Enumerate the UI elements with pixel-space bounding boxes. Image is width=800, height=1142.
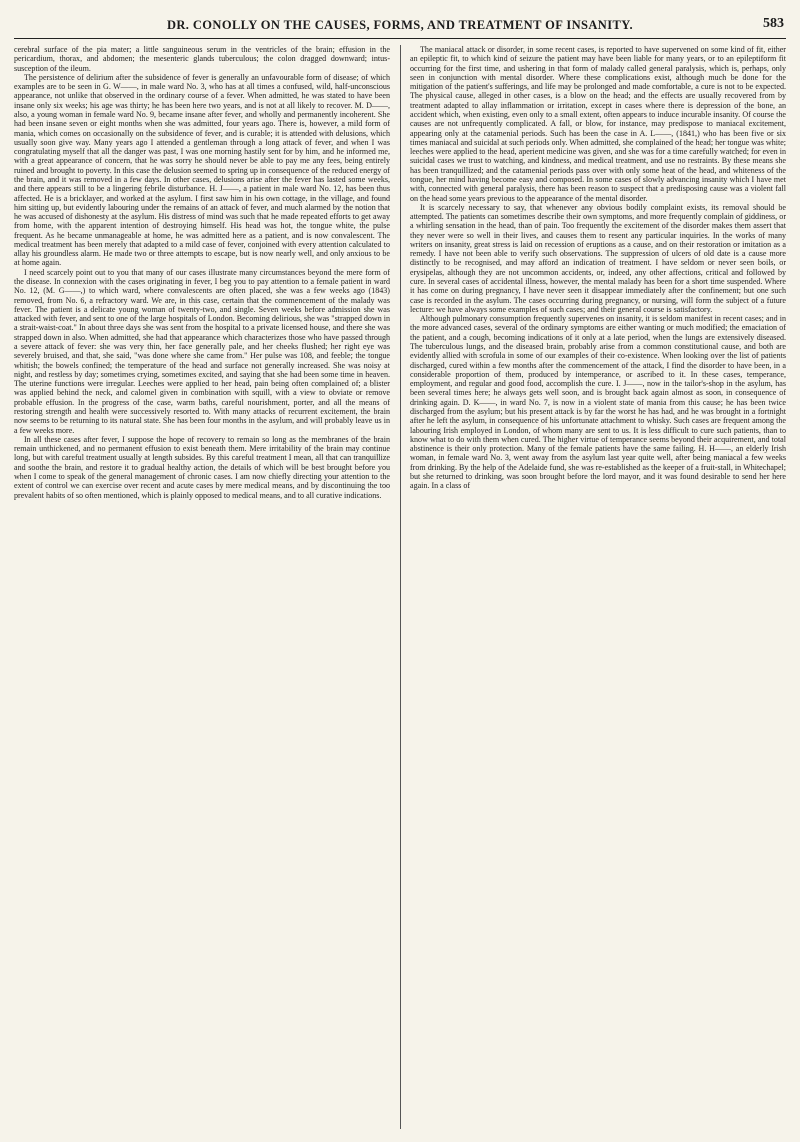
page-number: 583 [763,16,784,31]
paragraph: I need scarcely point out to you that many of our cases illustrate many circumstances beyond the mere form of the disease. In connexion with the cases originating in fever, I beg you to pay attention to a female patient in ward No. 12, (M. G——,) to which ward, where convalescents are often placed, she was a few weeks ago (1843) removed, from No. 6, a refractory ward. We are, in this case, certain that the commencement of the malady was fever. The patient is a delicate young woman of twenty-two, and single. Seven weeks before admission she was attacked with fever, and sent to one of the large hospitals of London. Becoming delirious, she was "strapped down in a strait-waist-coat." In about three days she was sent from the hospital to a private licensed house, and there she was strapped down in also. When admitted, she had that appearance which characterizes those who have passed through a severe attack of fever: she was very thin, her face generally pale, and her cheeks flushed; her right eye was severely bruised, and that, she said, "was done where she came from." Her pulse was 108, and feeble; the tongue whitish; the bowels confined; the temperature of the head and surface not generally increased. She was noisy at night, and restless by day; sometimes crying, sometimes excited, and saying that she had been some time in heaven. The uterine functions were irregular. Leeches were applied to her head, pain being often complained of; a blister was applied behind the neck, and calomel given in combination with squill, with a view to obviate or remove probable effusion. In the progress of the case, warm baths, careful nourishment, porter, and all the means of restoring strength and health were successively resorted to. With many attacks of recurrent excitement, the brain now seems to be returning to its natural state. She has been four months in the asylum, and will probably leave us in a few weeks more. [14,267,390,435]
paragraph: In all these cases after fever, I suppose the hope of recovery to remain so long as the membranes of the brain remain unthickened, and no permanent effusion to exist beneath them. Mere irritability of the brain may continue long, but with careful treatment usually at length subsides. By this careful treatment I mean, all that can tranquillize and soothe the brain, and restore it to gradual healthy action, the details of which will be best brought before you when I come to speak of the general management of chronic cases. I am now chiefly directing your attention to the extent of control we can exercise over recent and acute cases by mere medical means, and by discontinuing the too prevalent habits of so often mentioned, which is plainly opposed to medical means, and to all curative indications. [14,434,390,500]
left-column [14,45,390,1129]
paragraph: The persistence of delirium after the subsidence of fever is generally an unfavourable form of disease; of which examples are to be seen in G. W——, in male ward No. 3, who has at all times a confused, wild, half-unconscious appearance, not unlike that observed in the ordinary course of a fever. When admitted, he was stated to have been insane only six weeks; his age was thirty; he has been here two years, and is not at all likely to recover. M. D——, also, a young woman in female ward No. 9, became insane after fever, and wholly and permanently incoherent. She had been insane seven or eight months when she was admitted, four years ago. There is, however, a mild form of mania, which comes on occasionally on the subsidence of fever, and is curable; it is attended with delusions, which usually soon give way. Many years ago I attended a gentleman through a long attack of fever, and when I was congratulating myself that all the danger was past, I was one morning hastily sent for by him, and he informed me, with a great appearance of concern, that he was sorry he should never be able to pay me any fees, being entirely ruined and brought to poverty. In this case the delusion seemed to spring up in consequence of the reduced energy of the brain, and it was removed in a few days. In other cases, delusions arise after the fever has lasted some weeks, and there appears still to be a lingering febrile disturbance. H. J——, a patient in male ward No. 12, has been thus affected. He is a bricklayer, and worked at the asylum. I first saw him in his own cottage, in the village, and found him sitting up, but evidently labouring under the remains of an attack of fever, and much alarmed by the notion that he was accused of dishonesty at the asylum. His distress of mind was such that he made repeated efforts to get away from home, with the apparent intention of destroying himself. His head was hot, the tongue white, the pulse frequent. As he became unmanageable at home, he was admitted here as a patient, and is now convalescent. The medical treatment has been merely that adapted to a mild case of fever, conjoined with every attention calculated to allay his groundless alarm. He made two or three attempts to escape, but is now nearly well, and only anxious to be at home again. [14,72,390,268]
paragraph: It is scarcely necessary to say, that whenever any obvious bodily complaint exists, its removal should be attempted. The patients can sometimes describe their own symptoms, and more frequently complain of giddiness, or a whirling sensation in the head, than of pain. Too frequently the excitement of the disorder makes them assert that they never were so well in their lives, and causes them to resent any particular inquiries. In the works of many writers on insanity, great stress is laid on recession of eruptions as a cause, and on their restoration or imitation as a remedy. I have not been able to verify such observations. The suppression of ulcers of old date is a cause more distinctly to be recognised, and may afford an indication of treatment. I have seldom or never seen boils, or erysipelas, although they are not uncommon accidents, or, indeed, any other affections, critical and followed by cure. In several cases of accidental illness, however, the mental malady has been for a short time suspended. Where it has come on during pregnancy, I have never seen it disappear immediately after the confinement; but one such case is recorded in the asylum. The cases occurring during pregnancy, or nursing, will form the subject of a future lecture: we have always some examples of such cases; and their general course is satisfactory. [410,202,786,314]
right-column [410,45,786,1129]
paragraph: Although pulmonary consumption frequently supervenes on insanity, it is seldom manifest in recent cases; and in the more advanced cases, several of the ordinary symptoms are either wanting or much modified; the emaciation of the patient, and a cough, becoming indications of it only at a late period, when the lungs are extensively diseased. The tuberculous lungs, and the diseased brain, probably arise from a common constitutional cause, and both are evidently allied with scrofula in some of our examples of their co-existence. When looking over the list of patients discharged, cured within a few months after the commencement of the attack, I find the disorder to have been, in a considerable proportion of them, produced by intemperance, or ascribed to it. In these cases, temperance, employment, and regular and good food, accomplish the cure. I. J——, now in the tailor's-shop in the asylum, has been several times here; he always gets well soon, and is brought back again almost as soon, in consequence of drinking again. D. K——, in ward No. 7, is now in a violent state of mania from this cause; he has been twice discharged from the asylum; but his present attack is by far the worst he has had, and he was brought in a fortnight after he left the asylum, in consequence of his unfortunate attachment to whisky. Such cases are frequent among the labouring Irish employed in London, of whom many are sent to us. It is less difficult to cure such patients, than to know what to do with them when cured. The higher virtue of temperance seems beyond their acquirement, and total abstinence is their only protection. Many of the female patients have the same failing. H. H——, an elderly Irish woman, in female ward No. 3, went away from the asylum last year quite well, after being maniacal a few weeks from drinking. By the help of the Adelaide fund, she was re-established as the keeper of a fruit-stall, in Whitechapel; but she returned to drinking, was soon brought before the lord mayor, and it was found desirable to send her here again. In a class of [410,314,786,491]
paragraph: cerebral surface of the pia mater; a little sanguineous serum in the ventricles of the brain; effusion in the pericardium, thorax, and abdomen; the mesenteric glands tuberculous; the colon dragged downward; intus-susception of the ileum. [14,45,390,73]
paragraph: The maniacal attack or disorder, in some recent cases, is reported to have supervened on some kind of fit, either an epileptic fit, to which kind of seizure the patient may have been liable for many years, or to an epileptiform fit occurring for the first time, and ushering in that form of malady called general paralysis, which is, perhaps, only seen in conjunction with mental disorder. Where these complications exist, although much be done for the mitigation of the patient's sufferings, and life may be prolonged and made comfortable, a cure is not to be expected. The physical cause, alleged in other cases, is a blow on the head; and the effects are usually recovered from by treatment adapted to allay inflammation or irritation, except in cases where there is depression of the bone, an accident which, when existing, even only to a small extent, often appears to induce incurable insanity. Of course the causes are not unfrequently complicated. A fall, or blow, for instance, may predispose to maniacal excitement, appearing only at the catamenial periods. Such has been the case in A. L——, (1841,) who has been five or six times maniacal and suicidal at such periods only. When admitted, she complained of the head; her tongue was white; leeches were applied to the head, aperient medicine was given, and she was for a time carefully watched; for even in suicidal cases we trust to watching, and kindness, and medical treatment, and use no restraints. By these means she has been tranquillized; and the catamenial periods pass over with only some heat of the head, and whiteness of the tongue, her mind having become easy and composed. In some cases of slowly advancing insanity which I have met with, connected with general paralysis, there has been reason to suspect that a predisposing cause was a violent fall on the head some years previous to the appearance of the mental disorder. [410,45,786,203]
running-header [14,12,786,39]
column-divider [400,45,401,1129]
text-columns [14,45,786,1129]
running-title: DR. CONOLLY ON THE CAUSES, FORMS, AND TREATMENT OF INSANITY. [166,18,634,32]
journal-page [14,12,786,1136]
